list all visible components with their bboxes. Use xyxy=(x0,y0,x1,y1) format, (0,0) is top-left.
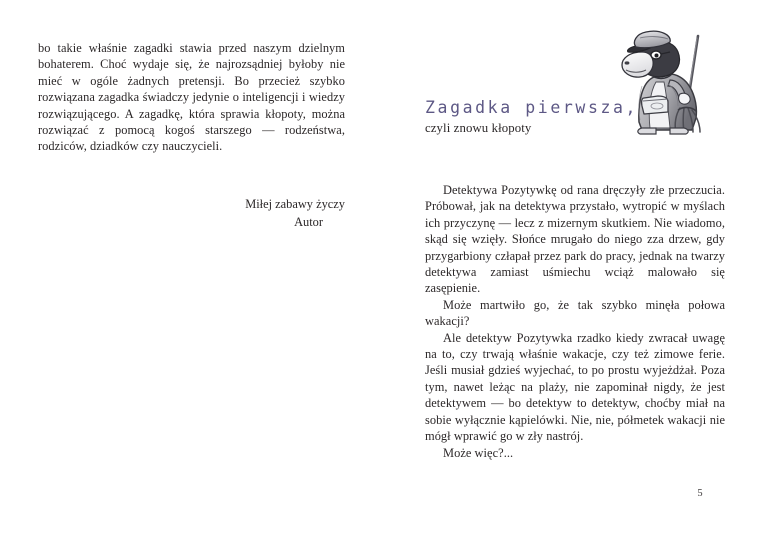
page-number: 5 xyxy=(697,488,703,499)
story-paragraph: Może więc?... xyxy=(443,445,514,460)
signature-greeting: Miłej zabawy życzy xyxy=(245,197,345,211)
story-paragraph: Ale detektyw Pozytywka rzadko kiedy zwracał uwagę na to, czy trwają właśnie wakacje, czy też zimowe ferie. Jeśli musiał gdzieś wyjechać, to po prostu wyjeżdżał. Poza tym, nawet leżąc na plaży, nie zapominał nigdy, że jest detektywem — bo detektyw to detektyw, choćby miał na sobie wyłącznie kąpielówki. Nie, nie, półmetek wakacji nie mógł wprawić go w zły nastrój. xyxy=(425,330,725,444)
chapter-subtitle: czyli znowu kłopoty xyxy=(425,121,532,135)
story-paragraph: Detektywa Pozytywkę od rana dręczyły złe przeczucia. Próbował, jak na detektywa przystało, wytropić w myślach ich przyczynę — lecz z mizernym skutkiem. Nie wiadomo, skąd się wzięły. Słońce mrugało do niego zza drzew, gdy przygarbiony człapał przez park do pracy, jednak na twarzy detektywa zamiast uśmiechu wciąż malowało się zasępienie. xyxy=(425,183,725,296)
signature-author: Autor xyxy=(294,215,323,229)
left-page-body xyxy=(38,40,345,155)
chapter-heading xyxy=(425,98,725,137)
author-signature xyxy=(38,195,345,231)
chapter-title: Zagadka pierwsza, xyxy=(425,98,639,117)
right-page xyxy=(380,0,760,535)
story-paragraph: Może martwiło go, że tak szybko minęła połowa wakacji? xyxy=(425,297,725,329)
right-page-body xyxy=(425,182,725,461)
foreword-paragraph: bo takie właśnie zagadki stawia przed naszym dzielnym bohaterem. Choć wydaje się, że najrozsądniej byłoby nie mieć w ogóle żadnych pretensji. Bo przecież szybko rozwiązana zagadka świadczy jedynie o inteligencji i wiedzy rozwiązującego. A zagadkę, która sprawia kłopoty, można rozwiązać z pomocą kogoś starszego — rodzeństwa, rodziców, dziadków czy nauczycieli. xyxy=(38,41,345,154)
